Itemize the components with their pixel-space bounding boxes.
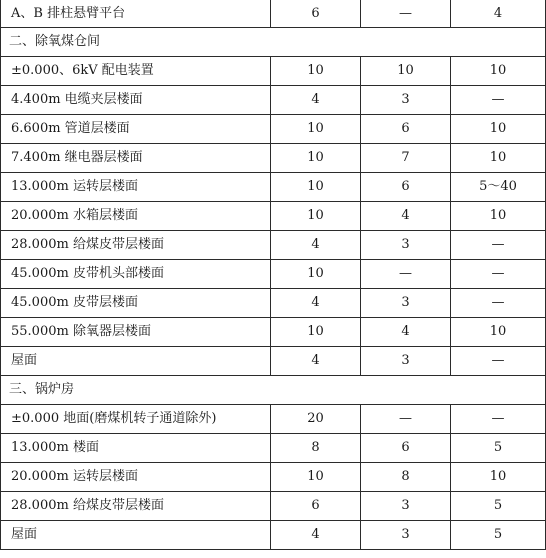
- value-cell-3: 10: [451, 115, 546, 144]
- value-cell-3: 10: [451, 463, 546, 492]
- table-row: [1, 463, 546, 492]
- value-cell-2: —: [361, 405, 451, 434]
- value-cell-3: —: [451, 260, 546, 289]
- floor-name-cell: 20.000m 运转层楼面: [1, 463, 271, 492]
- floor-name-cell: 55.000m 除氧器层楼面: [1, 318, 271, 347]
- value-cell-2: 6: [361, 173, 451, 202]
- value-cell-2: 3: [361, 289, 451, 318]
- floor-name-cell: 13.000m 运转层楼面: [1, 173, 271, 202]
- value-cell-3: 10: [451, 144, 546, 173]
- value-cell-2: 4: [361, 318, 451, 347]
- value-cell-2: 3: [361, 231, 451, 260]
- table-row: [1, 173, 546, 202]
- floor-name-cell: ±0.000 地面(磨煤机转子通道除外): [1, 405, 271, 434]
- value-cell-3: —: [451, 86, 546, 115]
- value-cell-2: —: [361, 0, 451, 28]
- value-cell-1: 10: [271, 260, 361, 289]
- value-cell-1: 4: [271, 347, 361, 376]
- value-cell-3: 5: [451, 434, 546, 463]
- value-cell-2: —: [361, 260, 451, 289]
- value-cell-3: —: [451, 289, 546, 318]
- value-cell-3: 10: [451, 57, 546, 86]
- value-cell-2: 3: [361, 347, 451, 376]
- floor-name-cell: 28.000m 给煤皮带层楼面: [1, 231, 271, 260]
- table-row: [1, 492, 546, 521]
- value-cell-1: 10: [271, 202, 361, 231]
- table-row: [1, 347, 546, 376]
- value-cell-1: 10: [271, 57, 361, 86]
- value-cell-3: —: [451, 347, 546, 376]
- value-cell-2: 6: [361, 115, 451, 144]
- floor-name-cell: 6.600m 管道层楼面: [1, 115, 271, 144]
- value-cell-2: 4: [361, 202, 451, 231]
- table-row: [1, 115, 546, 144]
- section-row: [1, 28, 546, 57]
- floor-name-cell: 45.000m 皮带机头部楼面: [1, 260, 271, 289]
- load-table-body: [1, 0, 546, 550]
- value-cell-2: 10: [361, 57, 451, 86]
- value-cell-3: —: [451, 405, 546, 434]
- floor-name-cell: 28.000m 给煤皮带层楼面: [1, 492, 271, 521]
- table-row: [1, 57, 546, 86]
- value-cell-3: 10: [451, 202, 546, 231]
- value-cell-1: 10: [271, 318, 361, 347]
- value-cell-1: 4: [271, 289, 361, 318]
- value-cell-1: 10: [271, 115, 361, 144]
- table-row: [1, 202, 546, 231]
- table-row: [1, 434, 546, 463]
- section-row: [1, 376, 546, 405]
- value-cell-2: 3: [361, 492, 451, 521]
- table-row: [1, 144, 546, 173]
- value-cell-3: 10: [451, 318, 546, 347]
- table-row: [1, 318, 546, 347]
- value-cell-2: 3: [361, 521, 451, 550]
- table-row: [1, 260, 546, 289]
- value-cell-2: 7: [361, 144, 451, 173]
- value-cell-1: 20: [271, 405, 361, 434]
- value-cell-1: 4: [271, 521, 361, 550]
- table-row: [1, 521, 546, 550]
- floor-name-cell: 屋面: [1, 347, 271, 376]
- floor-name-cell: 屋面: [1, 521, 271, 550]
- floor-name-cell: 4.400m 电缆夹层楼面: [1, 86, 271, 115]
- value-cell-2: 3: [361, 86, 451, 115]
- floor-name-cell: A、B 排柱悬臂平台: [1, 0, 271, 28]
- value-cell-1: 6: [271, 0, 361, 28]
- table-row: [1, 289, 546, 318]
- section-heading: 三、锅炉房: [1, 376, 546, 405]
- value-cell-1: 8: [271, 434, 361, 463]
- floor-name-cell: 13.000m 楼面: [1, 434, 271, 463]
- table-row: [1, 405, 546, 434]
- value-cell-1: 10: [271, 144, 361, 173]
- value-cell-3: —: [451, 231, 546, 260]
- floor-name-cell: 20.000m 水箱层楼面: [1, 202, 271, 231]
- value-cell-2: 6: [361, 434, 451, 463]
- table-row: [1, 0, 546, 28]
- section-heading: 二、除氧煤仓间: [1, 28, 546, 57]
- value-cell-1: 10: [271, 173, 361, 202]
- value-cell-3: 5: [451, 521, 546, 550]
- value-cell-3: 4: [451, 0, 546, 28]
- value-cell-2: 8: [361, 463, 451, 492]
- value-cell-1: 10: [271, 463, 361, 492]
- value-cell-1: 4: [271, 86, 361, 115]
- value-cell-1: 4: [271, 231, 361, 260]
- table-row: [1, 86, 546, 115]
- floor-name-cell: ±0.000、6kV 配电装置: [1, 57, 271, 86]
- floor-name-cell: 45.000m 皮带层楼面: [1, 289, 271, 318]
- value-cell-3: 5: [451, 492, 546, 521]
- floor-name-cell: 7.400m 继电器层楼面: [1, 144, 271, 173]
- value-cell-3: 5～40: [451, 173, 546, 202]
- value-cell-1: 6: [271, 492, 361, 521]
- table-row: [1, 231, 546, 260]
